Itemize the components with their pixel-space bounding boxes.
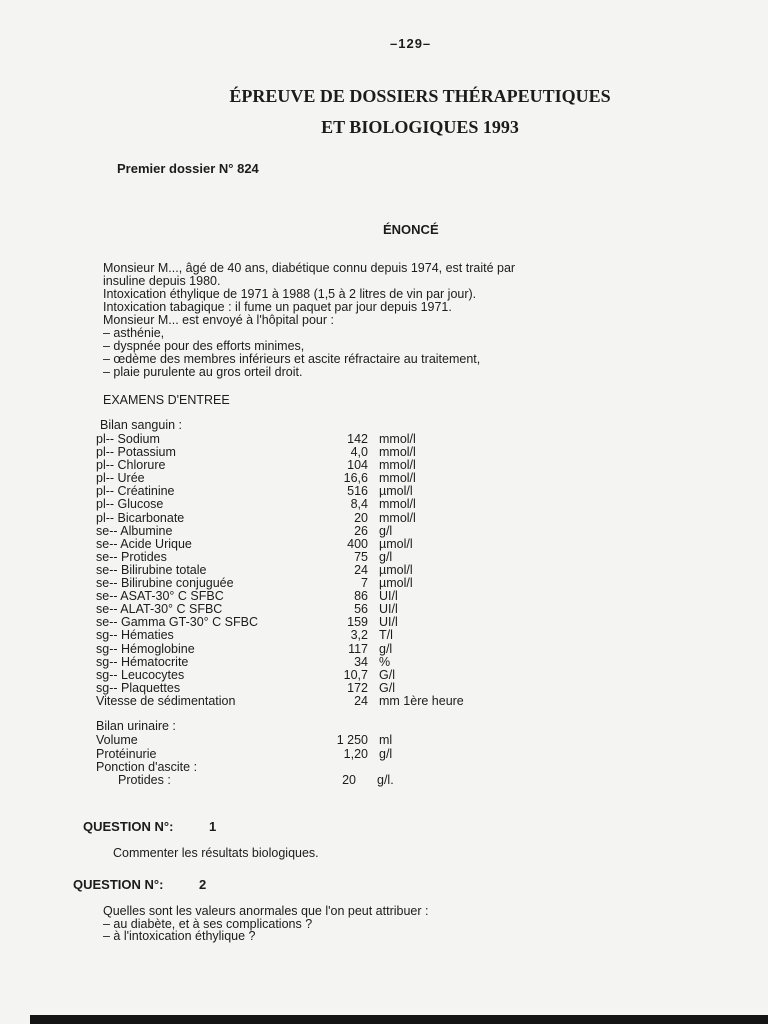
- result-unit: mmol/l: [379, 497, 416, 512]
- result-name: se-- ALAT-30° C SFBC: [96, 602, 223, 617]
- result-unit: µmol/l: [379, 536, 413, 551]
- intro-line: – dyspnée pour des efforts minimes,: [103, 339, 305, 353]
- result-value: 104: [347, 458, 368, 473]
- result-unit: µmol/l: [379, 484, 413, 499]
- result-name: Volume: [96, 733, 138, 747]
- result-value: 56: [354, 602, 368, 617]
- ascite-unit: g/l.: [377, 773, 394, 787]
- result-unit: G/l: [379, 680, 395, 695]
- result-name: pl-- Chlorure: [96, 458, 166, 473]
- result-unit: g/l: [379, 549, 393, 564]
- table-row: [96, 747, 516, 761]
- question-2-text: [103, 905, 428, 943]
- ascite-value: 20: [342, 773, 356, 787]
- result-value: 8,4: [350, 497, 368, 512]
- result-value: 26: [354, 523, 368, 538]
- result-unit: %: [379, 654, 391, 669]
- question-2-line: – à l'intoxication éthylique ?: [103, 929, 256, 943]
- bilan-urinaire-label: Bilan urinaire :: [96, 719, 176, 733]
- result-value: 75: [354, 549, 368, 564]
- table-row: [96, 576, 516, 589]
- case-presentation: [103, 262, 603, 379]
- result-name: pl-- Créatinine: [96, 484, 175, 499]
- result-name: sg-- Hématies: [96, 628, 174, 643]
- result-unit: g/l: [379, 641, 393, 656]
- table-row: [96, 511, 516, 524]
- result-name: se-- Bilirubine conjuguée: [96, 576, 234, 591]
- table-row: [96, 524, 516, 537]
- result-name: se-- Protides: [96, 549, 167, 564]
- result-value: 3,2: [350, 628, 368, 643]
- ascite-name: Protides :: [118, 773, 171, 787]
- result-unit: UI/l: [379, 615, 398, 630]
- document-title-line-1: ÉPREUVE DE DOSSIERS THÉRAPEUTIQUES: [229, 86, 611, 106]
- table-row: [96, 602, 516, 615]
- table-row: [96, 642, 516, 655]
- question-1-text: Commenter les résultats biologiques.: [113, 846, 319, 860]
- urine-results-table: [96, 733, 516, 760]
- result-name: se-- Acide Urique: [96, 536, 192, 551]
- question-label: QUESTION N°:: [83, 819, 174, 834]
- question-number: 2: [199, 877, 207, 892]
- result-value: 142: [347, 432, 368, 446]
- dossier-number: Premier dossier N° 824: [117, 161, 259, 176]
- result-name: sg-- Plaquettes: [96, 680, 181, 695]
- table-row: [96, 694, 516, 707]
- table-row: [96, 681, 516, 694]
- page-number: –129–: [390, 36, 432, 51]
- table-row: [96, 471, 516, 484]
- result-value: 400: [347, 536, 368, 551]
- result-unit: µmol/l: [379, 576, 413, 591]
- result-name: pl-- Urée: [96, 471, 145, 486]
- result-unit: mmol/l: [379, 471, 416, 486]
- lab-results-table: [96, 432, 516, 707]
- result-value: 24: [354, 693, 368, 708]
- result-value: 1 250: [336, 733, 368, 747]
- result-value: 34: [354, 654, 368, 669]
- result-unit: mmol/l: [379, 445, 416, 460]
- table-row: [96, 655, 516, 668]
- result-name: sg-- Hématocrite: [96, 654, 189, 669]
- result-value: 24: [354, 562, 368, 577]
- intro-line: Monsieur M..., âgé de 40 ans, diabétique connu depuis 1974, est traité par: [103, 261, 516, 275]
- table-row: [96, 445, 516, 458]
- result-name: se-- Bilirubine totale: [96, 562, 207, 577]
- exams-heading: EXAMENS D'ENTREE: [103, 393, 230, 407]
- ponction-label: Ponction d'ascite :: [96, 760, 198, 774]
- result-value: 7: [361, 576, 368, 591]
- result-unit: g/l: [379, 523, 393, 538]
- table-row: [96, 550, 516, 563]
- question-number: 1: [209, 819, 217, 834]
- result-value: 10,7: [343, 667, 368, 682]
- result-unit: µmol/l: [379, 562, 413, 577]
- table-row: [96, 589, 516, 602]
- result-value: 159: [347, 615, 368, 630]
- result-name: pl-- Bicarbonate: [96, 510, 185, 525]
- question-2-line: Quelles sont les valeurs anormales que l'on peut attribuer :: [103, 904, 429, 918]
- result-name: Vitesse de sédimentation: [96, 693, 236, 708]
- result-value: 20: [354, 510, 368, 525]
- result-name: sg-- Hémoglobine: [96, 641, 195, 656]
- result-unit: mmol/l: [379, 432, 416, 446]
- intro-line: insuline depuis 1980.: [103, 274, 221, 288]
- result-name: se-- Gamma GT-30° C SFBC: [96, 615, 258, 630]
- scan-edge-bar: [30, 1015, 768, 1024]
- result-unit: ml: [379, 733, 393, 747]
- result-unit: UI/l: [379, 589, 398, 604]
- intro-line: Monsieur M... est envoyé à l'hôpital pour :: [103, 313, 334, 327]
- result-unit: mmol/l: [379, 510, 416, 525]
- table-row: [96, 497, 516, 510]
- table-row: [96, 733, 516, 747]
- enonce-heading: ÉNONCÉ: [383, 222, 439, 237]
- table-row: [96, 537, 516, 550]
- table-row: [96, 563, 516, 576]
- result-unit: T/l: [379, 628, 393, 643]
- question-label: QUESTION N°:: [73, 877, 164, 892]
- ascite-protides-row: [96, 773, 516, 787]
- question-2-header: [73, 877, 207, 892]
- intro-line: – plaie purulente au gros orteil droit.: [103, 365, 303, 379]
- result-name: sg-- Leucocytes: [96, 667, 185, 682]
- bilan-sanguin-label: Bilan sanguin :: [100, 418, 183, 432]
- result-value: 16,6: [343, 471, 368, 486]
- result-name: se-- Albumine: [96, 523, 173, 538]
- result-name: Protéinurie: [96, 746, 157, 761]
- table-row: [96, 668, 516, 681]
- result-value: 516: [347, 484, 368, 499]
- result-value: 117: [348, 641, 368, 656]
- result-unit: mmol/l: [379, 458, 416, 473]
- intro-line: Intoxication éthylique de 1971 à 1988 (1,5 à 2 litres de vin par jour).: [103, 287, 477, 301]
- result-name: pl-- Sodium: [96, 432, 160, 446]
- result-unit: g/l: [379, 746, 393, 761]
- result-name: se-- ASAT-30° C SFBC: [96, 589, 224, 604]
- table-row: [96, 432, 516, 445]
- table-row: [96, 615, 516, 628]
- intro-line: – œdème des membres inférieurs et ascite réfractaire au traitement,: [103, 352, 481, 366]
- table-row: [96, 628, 516, 641]
- table-row: [96, 458, 516, 471]
- question-1-header: [83, 819, 217, 834]
- table-row: [96, 484, 516, 497]
- question-2-line: – au diabète, et à ses complications ?: [103, 916, 313, 931]
- document-title-line-2: ET BIOLOGIQUES 1993: [321, 117, 519, 137]
- result-unit: G/l: [379, 667, 395, 682]
- result-unit: mm 1ère heure: [379, 693, 464, 708]
- result-value: 1,20: [343, 746, 368, 761]
- result-name: pl-- Glucose: [96, 497, 164, 512]
- result-name: pl-- Potassium: [96, 445, 176, 460]
- result-value: 86: [354, 589, 368, 604]
- intro-line: – asthénie,: [103, 326, 165, 340]
- result-value: 172: [347, 680, 368, 695]
- result-value: 4,0: [350, 445, 368, 460]
- result-unit: UI/l: [379, 602, 398, 617]
- intro-line: Intoxication tabagique : il fume un paquet par jour depuis 1971.: [103, 300, 452, 314]
